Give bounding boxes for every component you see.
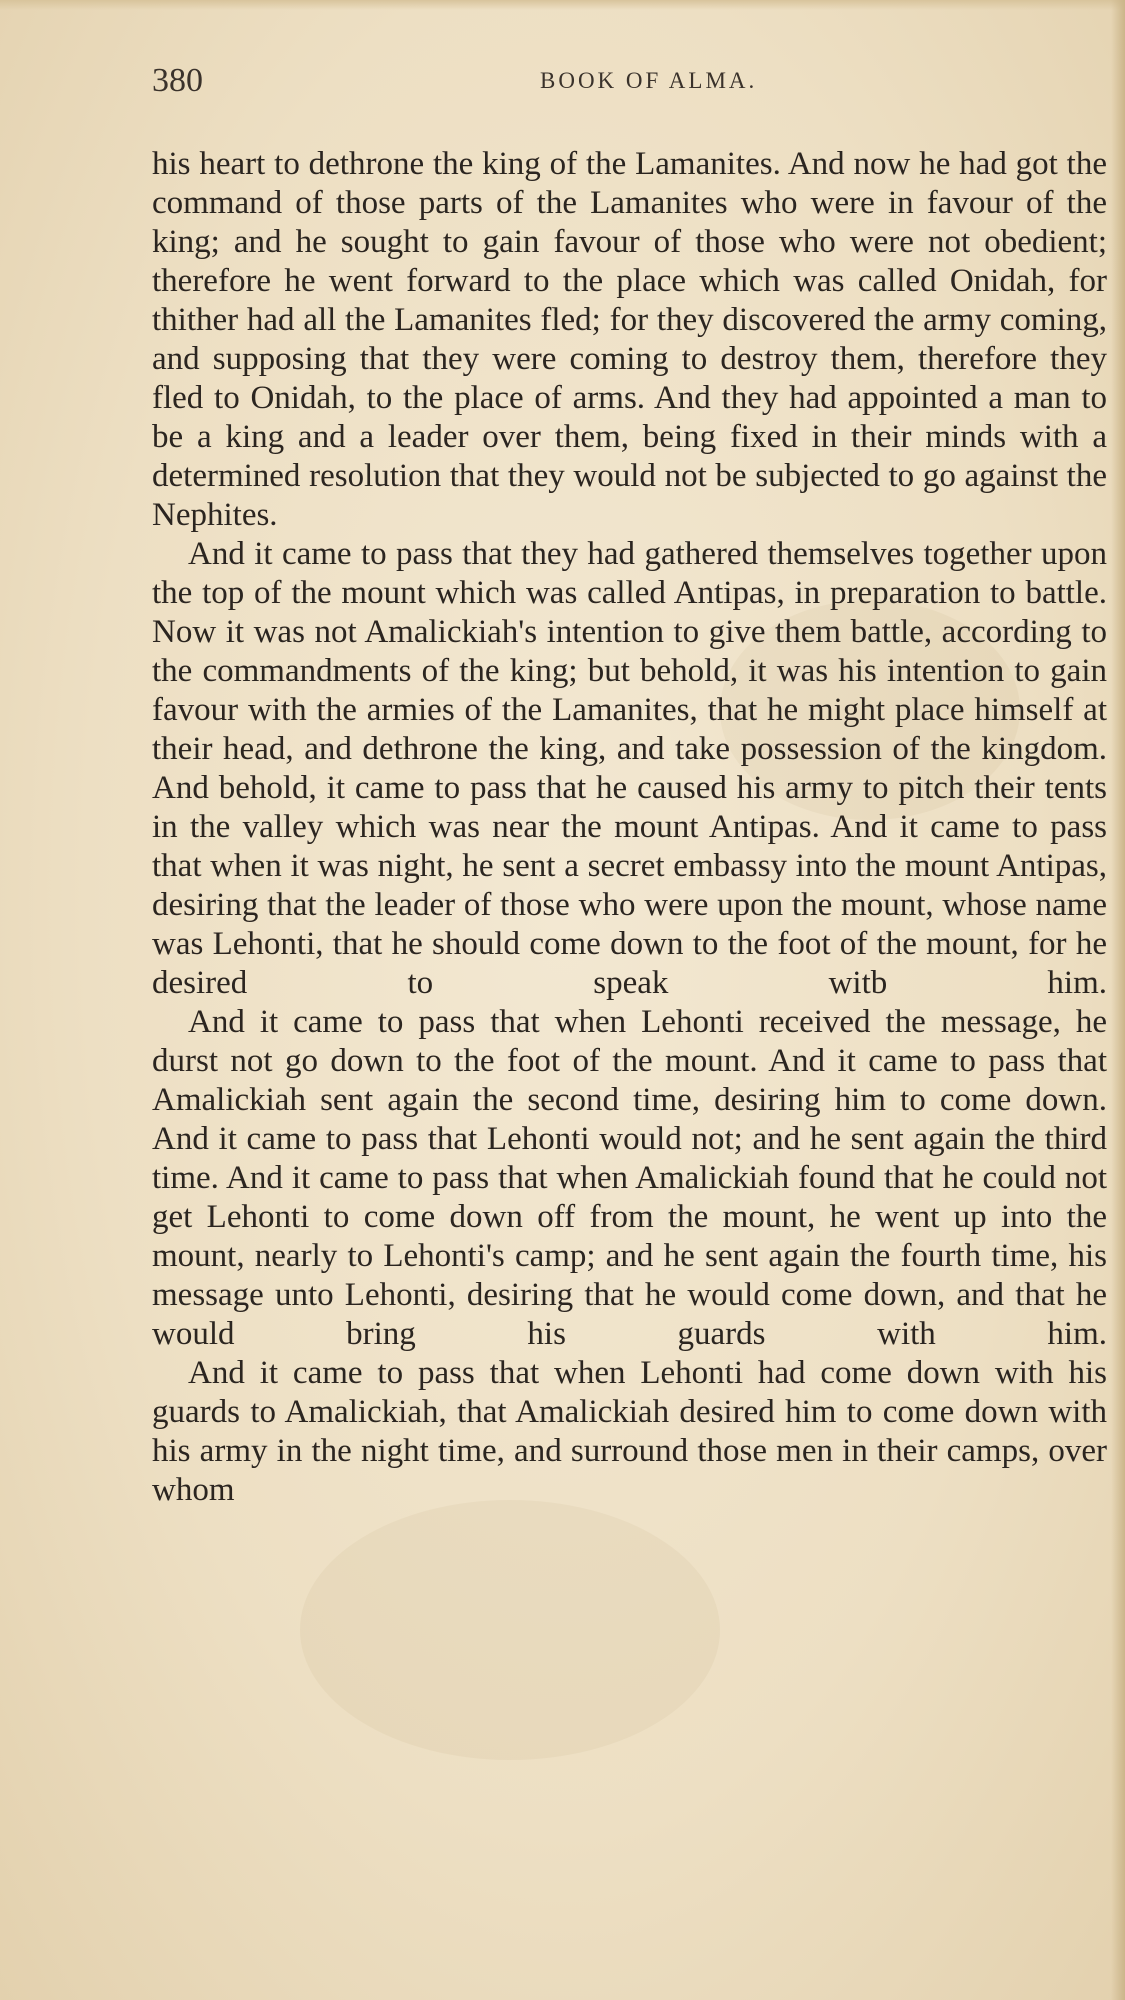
body-text: [152, 145, 1107, 1510]
paragraph: And it came to pass that when Lehonti received the message, he durst not go down to the foot of the mount. And it came to pass that Amalickiah sent again the second time, desiring him to come down. And it came to pass that Lehonti would not; and he sent again the third time. And it came to pass that when Amalickiah found that he could not get Lehonti to come down off from the mount, he went up into the mount, nearly to Lehonti's camp; and he sent again the fourth time, his message unto Lehonti, desiring that he would come down, and that he would bring his guards with him.: [152, 1004, 1107, 1352]
paragraph: And it came to pass that when Lehonti had come down with his guards to Amalickiah, that Amalickiah desired him to come down with his army in the night time, and surround those men in their camps, over whom: [152, 1355, 1107, 1508]
paper-stain: [300, 1500, 720, 1760]
running-head: BOOK OF ALMA.: [540, 68, 758, 93]
page-number: 380: [152, 62, 203, 99]
page-header: [0, 62, 1125, 122]
page-top-edge: [0, 0, 1125, 10]
paragraph: And it came to pass that they had gathered themselves together upon the top of the mount which was called Antipas, in preparation to battle. Now it was not Amalickiah's intention to give them battle, according to the commandments of the king; but behold, it was his intention to gain favour with the armies of the Lamanites, that he might place himself at their head, and dethrone the king, and take possession of the kingdom. And behold, it came to pass that he caused his army to pitch their tents in the valley which was near the mount Antipas. And it came to pass that when it was night, he sent a secret embassy into the mount Antipas, desiring that the leader of those who were upon the mount, whose name was Lehonti, that he should come down to the foot of the mount, for he desired to speak witb him.: [152, 536, 1107, 1001]
page-right-edge: [1111, 0, 1125, 2000]
paragraph: his heart to dethrone the king of the Lamanites. And now he had got the command of those parts of the Lamanites who were in favour of the king; and he sought to gain favour of those who were not obedient; therefore he went forward to the place which was called Onidah, for thither had all the Lamanites fled; for they discovered the army coming, and supposing that they were coming to destroy them, therefore they fled to Onidah, to the place of arms. And they had appointed a man to be a king and a leader over them, being fixed in their minds with a determined resolution that they would not be subjected to go against the Nephites.: [152, 146, 1107, 533]
